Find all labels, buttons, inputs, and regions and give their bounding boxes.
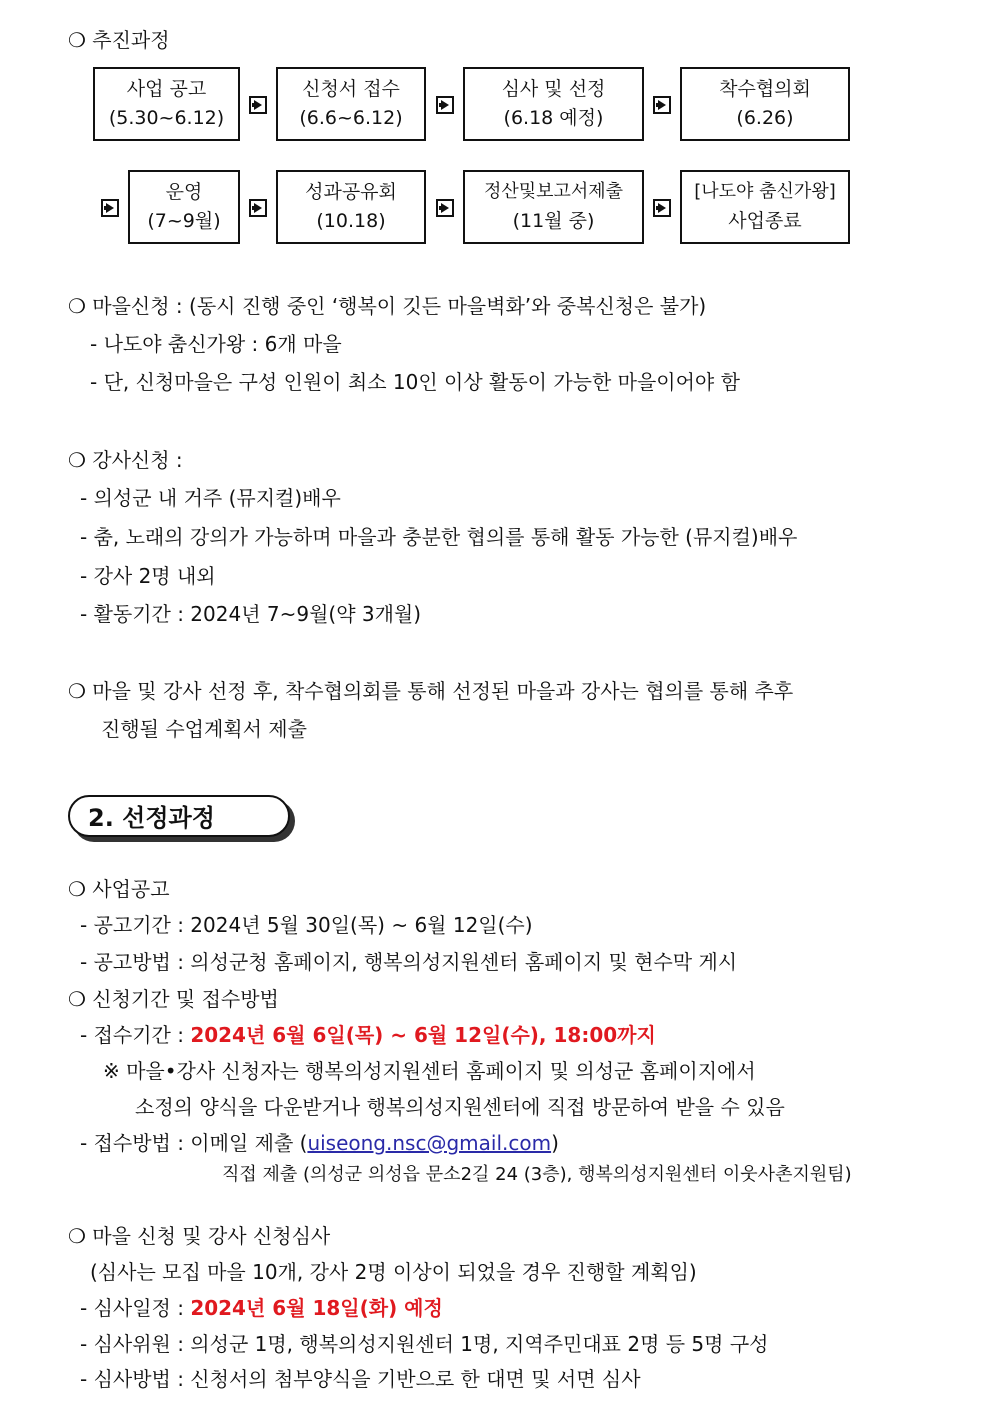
step-sub: 사업종료 [728,209,802,232]
step-sub: (10.18) [316,210,386,232]
arrow-right-icon [653,199,671,217]
instructor-line: - 의성군 내 거주 (뮤지컬)배우 [80,486,341,510]
step-title: 성과공유회 [305,181,397,203]
village-heading: ❍ 마을신청 : (동시 진행 중인 ‘행복이 깃든 마을벽화’와 중복신청은 불가) [68,294,707,318]
step-sub: (6.6~6.12) [299,107,403,129]
step-title: 사업 공고 [126,78,207,100]
arrow-right-icon [249,96,267,114]
instructor-line: - 춤, 노래의 강의가 가능하며 마을과 충분한 협의를 통해 활동 가능한 (뮤지컬)배우 [80,525,798,549]
step-sub: (5.30~6.12) [108,107,225,129]
step-title: 심사 및 선정 [501,78,606,100]
apply-period-value: 2024년 6월 6일(목) ~ 6월 12일(수), 18:00까지 [190,1023,656,1047]
apply-period-label: - 접수기간 : [80,1023,191,1047]
step-box-sharing [276,170,426,244]
arrow-right-icon [436,96,454,114]
step-title: 정산및보고서제출 [483,181,624,203]
apply-period [80,1025,656,1045]
review-date-value: 2024년 6월 18일(화) 예정 [190,1296,443,1320]
apply-method-label: - 접수방법 : 이메일 제출 ( [80,1131,308,1155]
step-sub: (11월 중) [512,209,595,232]
step-box-settlement [463,170,644,244]
step-title: 신청서 접수 [302,78,400,100]
after-line: 진행될 수업계획서 제출 [101,717,307,741]
instructor-line: - 활동기간 : 2024년 7~9월(약 3개월) [80,602,422,626]
step-sub: (6.26) [736,107,794,129]
instructor-line: - 강사 2명 내외 [80,564,216,588]
instructor-heading: ❍ 강사신청 : [68,448,183,472]
apply-note: ※ 마을•강사 신청자는 행복의성지원센터 홈페이지 및 의성군 홈페이지에서 [103,1059,756,1083]
apply-method [80,1133,559,1153]
step-box-review [463,67,644,141]
announce-method: - 공고방법 : 의성군청 홈페이지, 행복의성지원센터 홈페이지 및 현수막 게시 [80,950,738,974]
apply-direct: 직접 제출 (의성군 의성읍 문소2길 24 (3층), 행복의성지원센터 이웃사촌지원팀) [222,1164,852,1185]
review-date [80,1298,443,1318]
step-sub: (7~9월) [147,210,221,232]
step-box-receipt [276,67,426,141]
village-line: - 나도야 춤신가왕 : 6개 마을 [90,332,342,356]
step-title: [나도야 춤신가왕] [694,181,836,203]
review-heading: ❍ 마을 신청 및 강사 신청심사 [68,1224,331,1248]
step-box-operation [128,170,240,244]
step-title: 착수협의회 [719,78,811,100]
step-title: 운영 [165,181,203,203]
process-heading: ❍ 추진과정 [68,28,170,52]
village-line: - 단, 신청마을은 구성 인원이 최소 10인 이상 활동이 가능한 마을이어야 함 [90,370,740,394]
after-line: ❍ 마을 및 강사 선정 후, 착수협의회를 통해 선정된 마을과 강사는 협의를 통해 추후 [68,679,794,703]
review-members: - 심사위원 : 의성군 1명, 행복의성지원센터 1명, 지역주민대표 2명 등 5명 구성 [80,1332,769,1356]
step-box-announce [93,67,240,141]
announce-heading: ❍ 사업공고 [68,877,170,901]
apply-heading: ❍ 신청기간 및 접수방법 [68,987,279,1011]
arrow-right-icon [436,199,454,217]
apply-method-close: ) [551,1131,559,1155]
review-method: - 심사방법 : 신청서의 첨부양식을 기반으로 한 대면 및 서면 심사 [80,1367,641,1391]
section-title: 2. 선정과정 [88,804,215,832]
arrow-right-icon [101,199,119,217]
step-box-end [680,170,850,244]
section-header [68,795,290,837]
review-cond: (심사는 모집 마을 10개, 강사 2명 이상이 되었을 경우 진행할 계획임) [90,1260,697,1284]
apply-note: 소정의 양식을 다운받거나 행복의성지원센터에 직접 방문하여 받을 수 있음 [135,1095,785,1119]
email-link[interactable]: uiseong.nsc@gmail.com [307,1131,552,1155]
arrow-right-icon [249,199,267,217]
announce-period: - 공고기간 : 2024년 5월 30일(목) ~ 6월 12일(수) [80,913,533,937]
step-box-kickoff [680,67,850,141]
review-date-label: - 심사일정 : [80,1296,191,1320]
step-sub: (6.18 예정) [503,107,604,129]
arrow-right-icon [653,96,671,114]
